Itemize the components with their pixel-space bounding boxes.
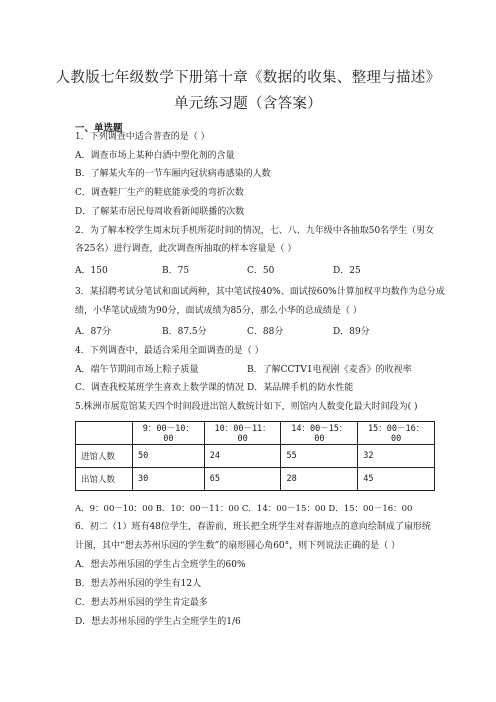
question-4-option-c: C．调查我校某班学生喜欢上数学课的情况 [75, 383, 244, 393]
table-cell: 24 [204, 445, 281, 468]
question-3-option-a: A．87分 [75, 327, 111, 337]
question-2-option-c: C．50 [247, 266, 275, 276]
question-1-option-d: D．了解某市居民每周收看新闻联播的次数 [75, 207, 245, 217]
question-1-option-b: B．了解某火车的一节车厢内冠状病毒感染的人数 [75, 169, 271, 179]
question-4-option-a: A．端午节期间市场上粽子质量 [75, 365, 199, 375]
question-2-stem-line2: 各25名）进行调查，此次调查所抽取的样本容量是（ ） [75, 244, 297, 254]
visitor-count-table [75, 421, 435, 491]
question-3-option-b: B．87.5分 [162, 327, 207, 337]
question-4-option-d: D．某品牌手机的防水性能 [247, 383, 354, 393]
question-6-stem-line1: 6．初二（1）班有48位学生，春游前，班长把全班学生对春游地点的意向绘制成了扇形统 [75, 522, 431, 532]
table-cell: 出馆人数 [76, 468, 133, 491]
question-4-option-b: B．了解CCTV1电视剧《麦香》的收视率 [247, 365, 412, 375]
table-header-cell: 10：00－11：00 [204, 422, 281, 445]
question-2-option-a: A．150 [75, 266, 108, 276]
question-6-option-c: C．想去苏州乐园的学生肯定最多 [75, 598, 208, 608]
question-4-stem: 4．下列调查中，最适合采用全面调查的是（ ） [75, 346, 264, 356]
question-6-option-b: B．想去苏州乐园的学生有12人 [75, 579, 202, 589]
question-1-option-a: A．调查市场上某种白酒中塑化剂的含量 [75, 151, 235, 161]
table-row [76, 445, 435, 468]
table-header-cell: 15：00－16：00 [358, 422, 435, 445]
question-3-option-c: C．88分 [247, 327, 284, 337]
table-cell: 50 [133, 445, 205, 468]
question-5-stem: 5.株洲市展览馆某天四个时间段进出馆人数统计如下，则馆内人数变化最大时间段为( ) [75, 402, 418, 412]
document-subtitle: 单元练习题（含答案） [174, 96, 322, 112]
question-2-stem-line1: 2．为了解本校学生周末玩手机所花时间的情况，七、八、九年级中各抽取50名学生（男女 [75, 226, 435, 236]
question-1-option-c: C．调查鞋厂生产的鞋底能承受的弯折次数 [75, 188, 244, 198]
table-row [76, 468, 435, 491]
question-1-stem: 1．下列调查中适合普查的是（ ） [75, 132, 210, 142]
table-header-cell [76, 422, 133, 445]
table-cell: 28 [281, 468, 358, 491]
section-heading: 一、单选题 [75, 123, 123, 134]
table-cell: 30 [133, 468, 205, 491]
question-6-option-d: D．想去苏州乐园的学生占全班学生的1/6 [75, 617, 241, 627]
table-header-cell: 14：00－15：00 [281, 422, 358, 445]
question-3-stem-line2: 绩，小华笔试成绩为90分，面试成绩为85分，那么小华的总成绩是（ ） [75, 306, 362, 316]
question-6-option-a: A．想去苏州乐园的学生占全班学生的60% [75, 560, 246, 570]
question-3-option-d: D．89分 [333, 327, 370, 337]
question-5-options: A．9：00－10：00 B．10：00－11：00 C．14：00－15：00 D．15：00－16：00 [75, 504, 413, 514]
table-header-cell: 9：00－10：00 [133, 422, 205, 445]
question-2-option-b: B．75 [162, 266, 190, 276]
document-title: 人教版七年级数学下册第十章《数据的收集、整理与描述》 [55, 70, 441, 86]
table-cell: 32 [358, 445, 435, 468]
table-cell: 进馆人数 [76, 445, 133, 468]
table-cell: 45 [358, 468, 435, 491]
table-header-row [76, 422, 435, 445]
table-cell: 65 [204, 468, 281, 491]
question-2-option-d: D．25 [333, 266, 361, 276]
question-3-stem-line1: 3．某招聘考试分笔试和面试两种，其中笔试按40%、面试按60%计算加权平均数作为总分成 [75, 287, 445, 297]
question-6-stem-line2: 计图，其中“想去苏州乐园的学生数”的扇形圆心角60°，则下列说法正确的是（ ） [75, 541, 401, 551]
table-cell: 55 [281, 445, 358, 468]
